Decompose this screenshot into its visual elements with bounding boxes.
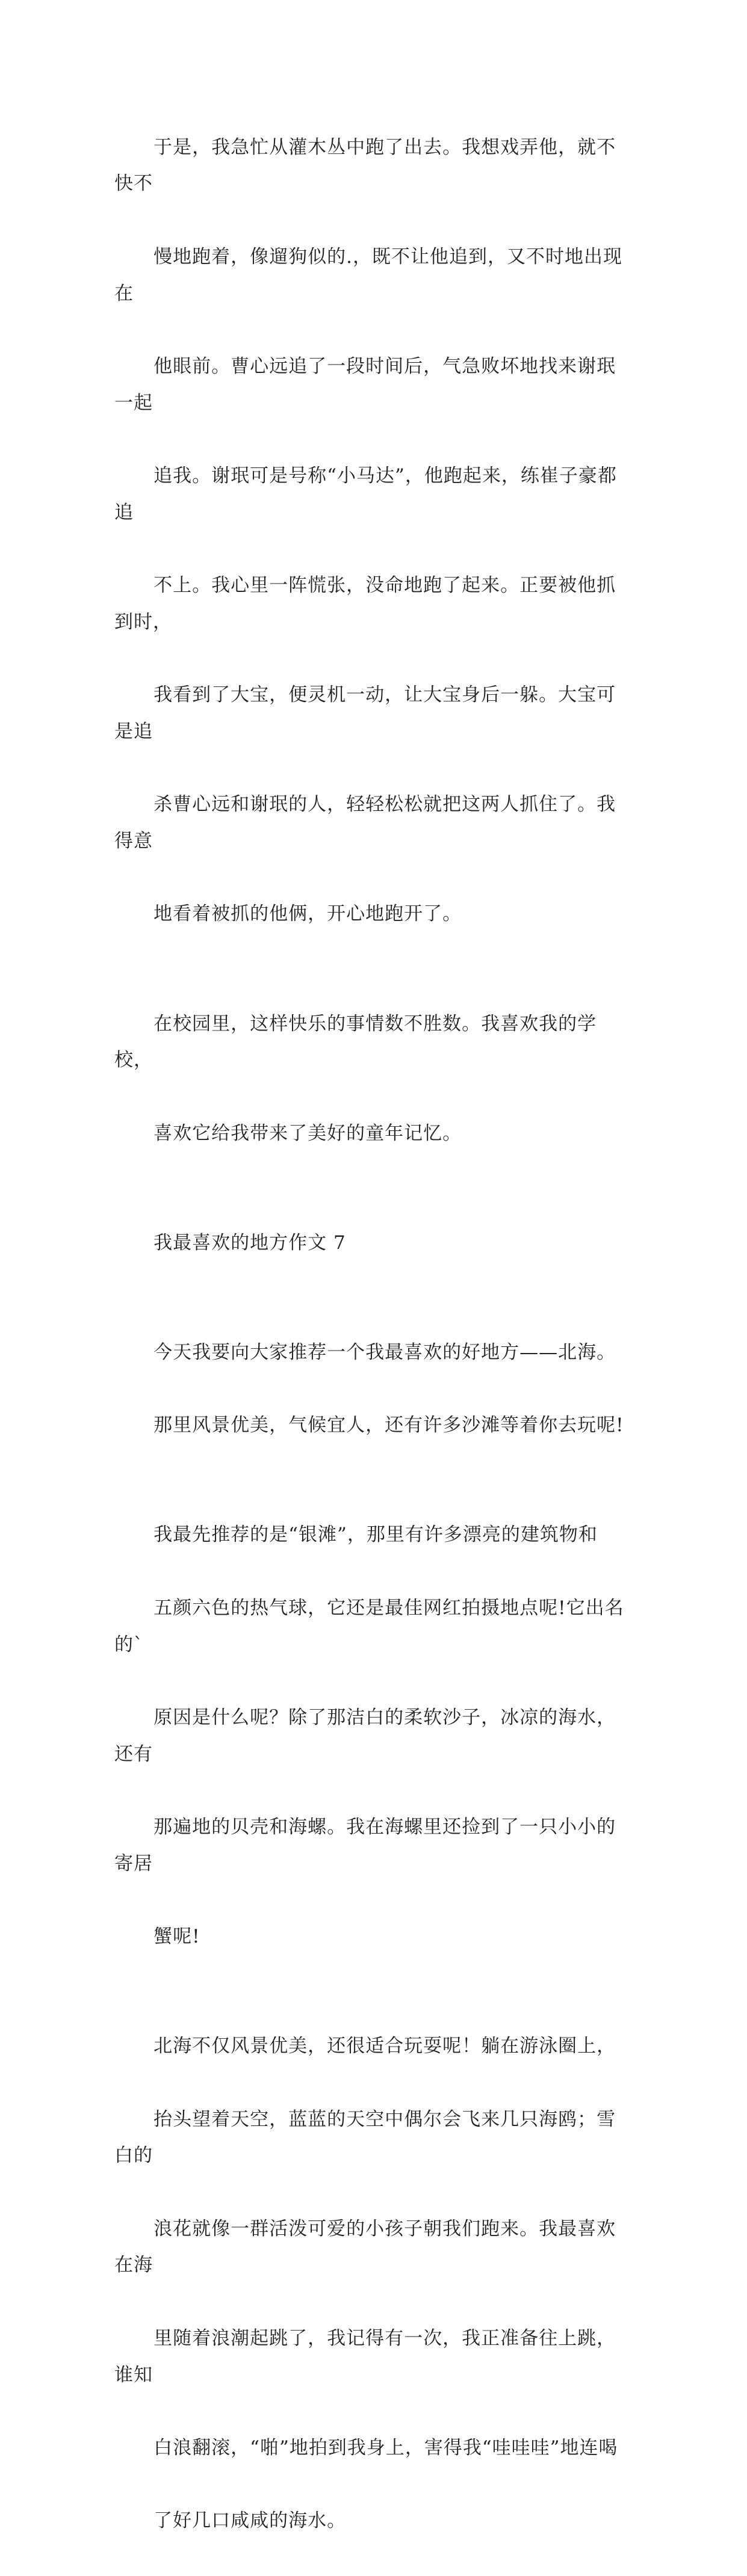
text-line: 追我。谢珉可是号称“小马达”，他跑起来，练崔子豪都追 (114, 465, 617, 523)
heading-text: 我最喜欢的地方作文 7 (153, 1231, 346, 1254)
text-line: 蟹呢! (153, 1926, 200, 1948)
text-line: 里随着浪潮起跳了，我记得有一次，我正准备往上跳，谁知 (114, 2327, 616, 2386)
text-line: 他眼前。曹心远追了一段时间后，气急败坏地找来谢珉一起 (114, 355, 616, 414)
document-body (114, 93, 633, 2576)
section-heading (114, 1188, 633, 1298)
text-line: 慢地跑着，像遛狗似的.，既不让他追到，又不时地出现在 (114, 245, 622, 304)
text-line: 在校园里，这样快乐的事情数不胜数。我喜欢我的学校， (114, 1012, 597, 1071)
text-line: 五颜六色的热气球，它还是最佳网红拍摄地点呢!它出名的` (114, 1597, 624, 1656)
text-line: 那里风景优美，气候宜人，还有许多沙滩等着你去玩呢! (153, 1414, 624, 1437)
text-line: 于是，我急忙从灌木丛中跑了出去。我想戏弄他，就不快不 (114, 136, 616, 195)
paragraph (114, 1298, 633, 1481)
paragraph (114, 1992, 633, 2576)
text-line: 北海不仅风景优美，还很适合玩耍呢！躺在游泳圈上， (153, 2035, 616, 2057)
text-line: 不上。我心里一阵慌张，没命地跑了起来。正要被他抓到时， (114, 575, 616, 633)
text-line: 原因是什么呢？除了那洁白的柔软沙子，冰凉的海水，还有 (114, 1706, 616, 1765)
text-line: 抬头望着天空，蓝蓝的天空中偶尔会飞来几只海鸥；雪白的 (114, 2108, 616, 2167)
text-line: 我最先推荐的是“银滩”，那里有许多漂亮的建筑物和 (153, 1524, 598, 1546)
text-line: 白浪翻滚，“啪”地拍到我身上，害得我“哇哇哇”地连喝 (153, 2437, 618, 2459)
text-line: 浪花就像一群活泼可爱的小孩子朝我们跑来。我最喜欢在海 (114, 2217, 616, 2276)
paragraph (114, 969, 633, 1188)
text-line: 喜欢它给我带来了美好的童年记忆。 (153, 1122, 462, 1144)
text-line: 杀曹心远和谢珉的人，轻轻松松就把这两人抓住了。我得意 (114, 793, 616, 852)
text-line: 我看到了大宝，便灵机一动，让大宝身后一躲。大宝可是追 (114, 684, 616, 742)
text-line: 那遍地的贝壳和海螺。我在海螺里还捡到了一只小小的寄居 (114, 1816, 616, 1875)
text-line: 地看着被抓的他俩，开心地跑开了。 (153, 903, 462, 925)
text-line: 了好几口咸咸的海水。 (153, 2510, 347, 2532)
paragraph (114, 1481, 633, 1992)
paragraph (114, 93, 633, 969)
text-line: 今天我要向大家推荐一个我最喜欢的好地方——北海。 (153, 1341, 616, 1363)
